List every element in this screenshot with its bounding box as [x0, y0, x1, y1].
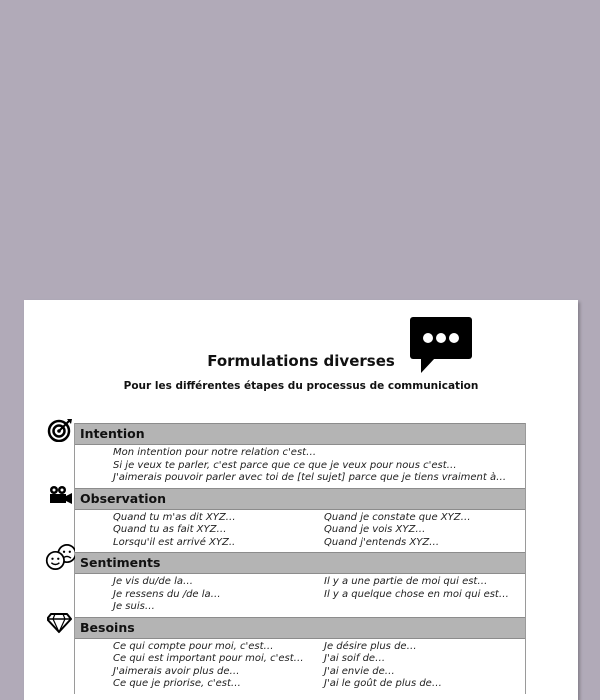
phrase: J'ai soif de…: [324, 653, 386, 664]
section-header-intention: [75, 423, 525, 445]
phrase: J'ai envie de…: [324, 665, 395, 677]
section-header-sentiments: [75, 552, 525, 574]
happy-sad-faces-icon: [45, 543, 75, 571]
section-body-observation: [75, 510, 525, 553]
phrase: Je suis…: [113, 601, 155, 612]
phrase: J'ai le goût de plus de…: [324, 678, 442, 689]
phrase: Quand je vois XYZ…: [324, 524, 426, 535]
diamond-icon: [47, 610, 73, 634]
phrase: J'aimerais pouvoir parler avec toi de [tel sujet] parce que je tiens vraiment à…: [113, 472, 507, 483]
section-header-besoins: [75, 617, 525, 639]
phrase: Je désire plus de…: [324, 640, 417, 652]
phrase: Quand j'entends XYZ…: [324, 536, 440, 548]
phrase: Mon intention pour notre relation c'est…: [113, 447, 317, 458]
phrase: Quand je constate que XYZ…: [324, 511, 471, 523]
page-title: Formulations diverses: [207, 352, 395, 370]
phrase: Si je veux te parler, c'est parce que ce que je veux pour nous c'est…: [113, 459, 457, 471]
phrase: Il y a une partie de moi qui est…: [324, 576, 488, 587]
phrase: Je vis du/de la…: [113, 576, 194, 587]
document-page: [24, 300, 578, 700]
section-title: Observation: [80, 490, 166, 506]
phrase: Lorsqu'il est arrivé XYZ..: [113, 536, 236, 548]
section-title: Besoins: [80, 619, 135, 635]
section-body-sentiments: [75, 574, 525, 617]
phrase: Ce que je priorise, c'est…: [113, 678, 241, 689]
phrase: Je ressens du /de la…: [113, 588, 221, 600]
page-subtitle: Pour les différentes étapes du processus de communication: [123, 380, 479, 392]
target-icon: [47, 418, 73, 442]
phrase: Ce qui compte pour moi, c'est…: [113, 640, 274, 652]
section-body-besoins: [75, 639, 525, 694]
video-camera-icon: [47, 483, 73, 507]
section-title: Intention: [80, 426, 145, 441]
section-title: Sentiments: [80, 555, 161, 570]
phrase: Il y a quelque chose en moi qui est…: [324, 588, 509, 600]
section-body-intention: [75, 445, 525, 488]
phrase: Quand tu m'as dit XYZ…: [113, 511, 236, 523]
formulations-table: [74, 423, 526, 694]
section-header-observation: [75, 488, 525, 510]
phrase: J'aimerais avoir plus de…: [113, 665, 240, 677]
phrase: Ce qui est important pour moi, c'est…: [113, 653, 304, 664]
phrase: Quand tu as fait XYZ…: [113, 524, 227, 535]
